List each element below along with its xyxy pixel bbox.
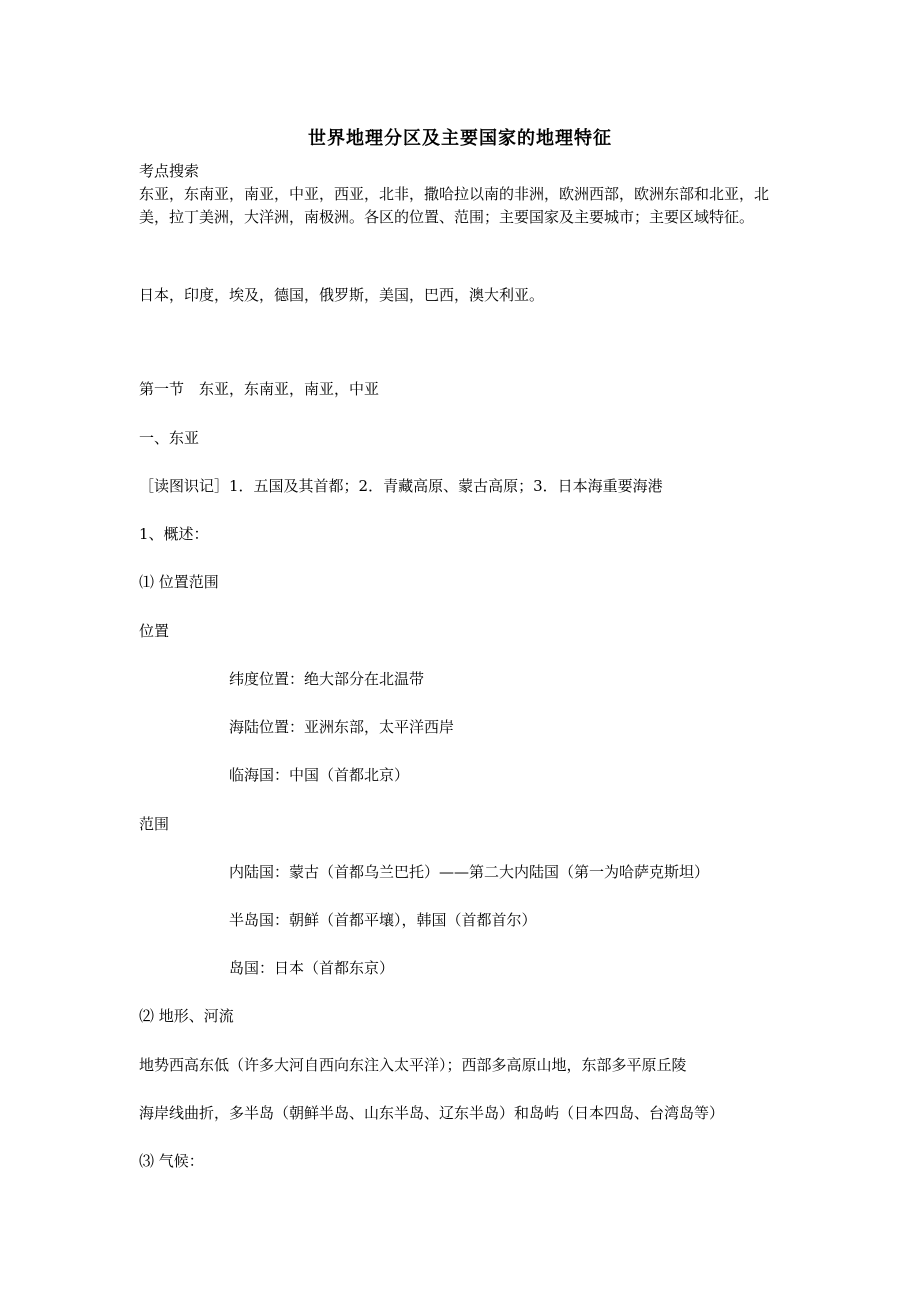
item-position-scope: ⑴ 位置范围: [139, 573, 219, 591]
subsection-title: 一、东亚: [139, 429, 200, 447]
sea-land-position: 海陆位置：亚洲东部，太平洋西岸: [229, 718, 455, 736]
island-country: 岛国：日本（首都东京）: [229, 959, 395, 977]
terrain-description: 地势西高东低（许多大河自西向东注入太平洋）；西部多高原山地，东部多平原丘陵: [139, 1056, 687, 1074]
read-map-line: ［读图识记］1．五国及其首都；2．青藏高原、蒙古高原；3．日本海重要海港: [139, 477, 663, 495]
overview-heading: 1、概述：: [139, 525, 209, 543]
coastal-country: 临海国：中国（首都北京）: [229, 766, 410, 784]
kaodian-countries-paragraph: 日本，印度，埃及，德国，俄罗斯，美国，巴西，澳大利亚。: [139, 286, 545, 304]
peninsula-countries: 半岛国：朝鲜（首都平壤），韩国（首都首尔）: [229, 911, 537, 929]
landlocked-country: 内陆国：蒙古（首都乌兰巴托）——第二大内陆国（第一为哈萨克斯坦）: [229, 863, 710, 881]
section-title: 第一节 东亚，东南亚，南亚，中亚: [139, 380, 380, 398]
item-climate: ⑶ 气候：: [139, 1152, 204, 1170]
position-label: 位置: [139, 622, 170, 640]
latitude-position: 纬度位置：绝大部分在北温带: [229, 670, 425, 688]
coastline-description: 海岸线曲折，多半岛（朝鲜半岛、山东半岛、辽东半岛）和岛屿（日本四岛、台湾岛等）: [139, 1104, 725, 1122]
kaodian-heading: 考点搜索: [139, 162, 200, 180]
document-title: 世界地理分区及主要国家的地理特征: [308, 128, 612, 149]
item-terrain-rivers: ⑵ 地形、河流: [139, 1007, 234, 1025]
scope-label: 范围: [139, 815, 170, 833]
kaodian-regions-paragraph: 东亚，东南亚，南亚，中亚，西亚，北非，撒哈拉以南的非洲，欧洲西部，欧洲东部和北亚，北美，拉丁美洲，大洋洲，南极洲。各区的位置、范围；主要国家及主要城市；主要区域特征。: [139, 185, 770, 226]
